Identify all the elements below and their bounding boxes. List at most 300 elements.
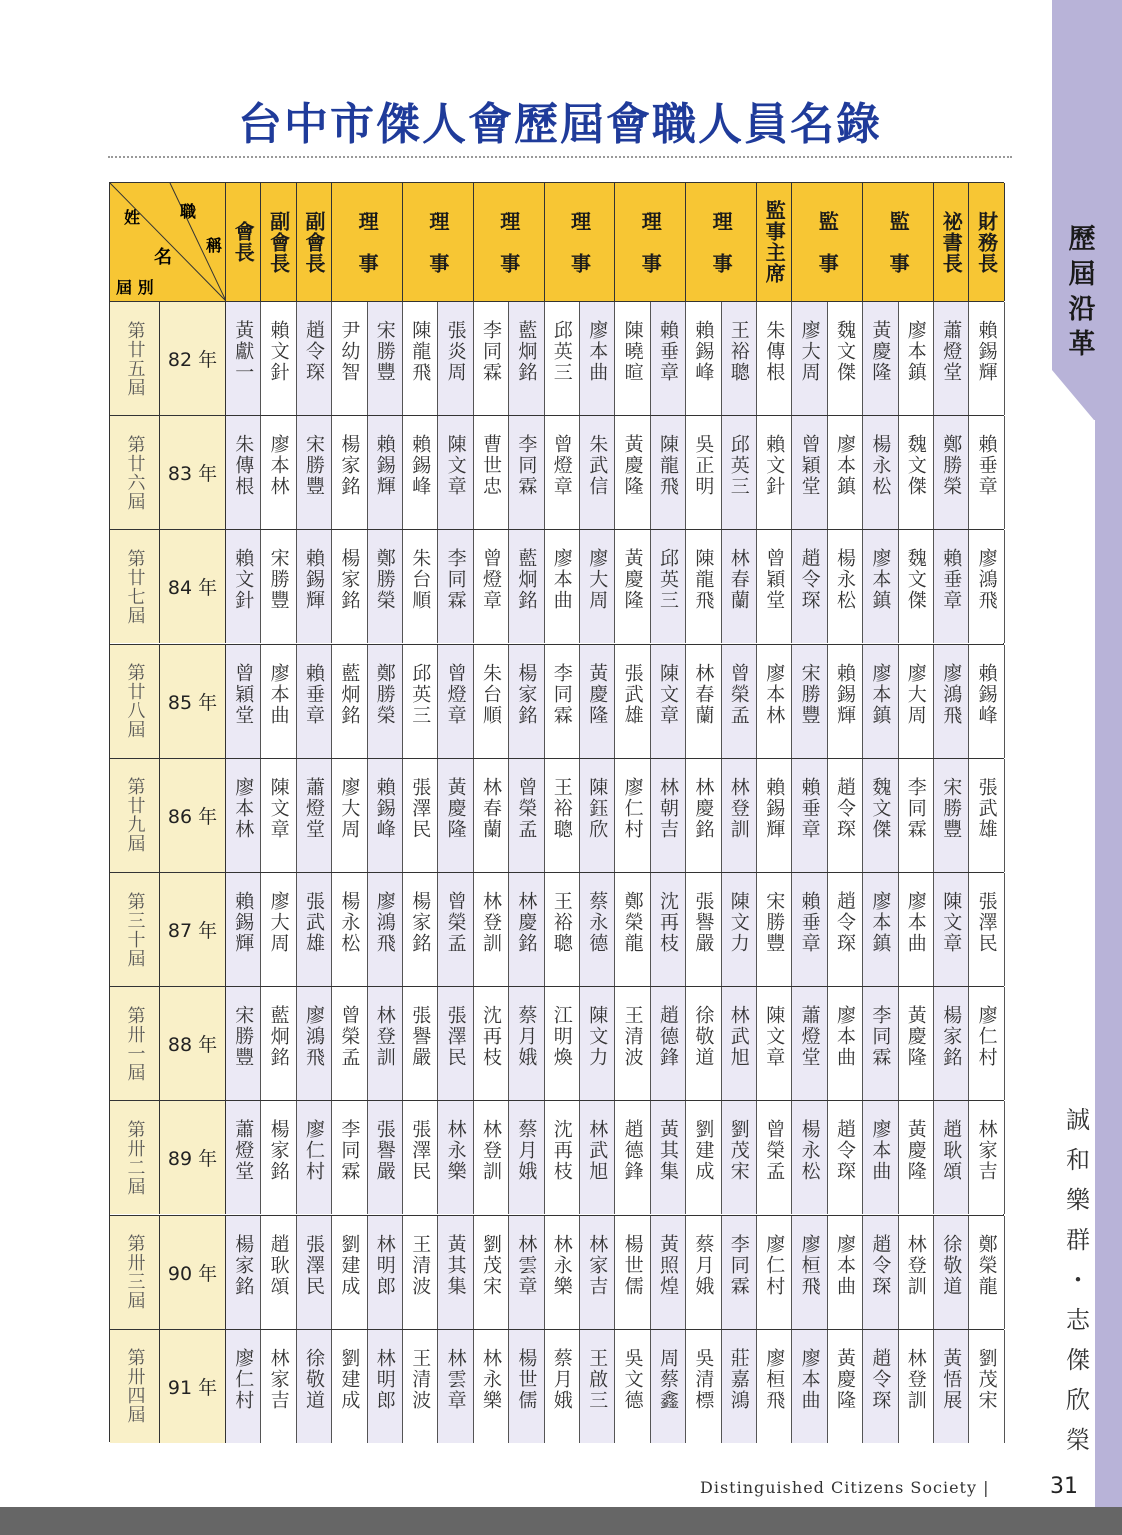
term-label: 第廿八屆 <box>124 663 146 740</box>
name-cell <box>403 645 438 758</box>
member-name: 賴錫輝 <box>373 434 396 498</box>
name-cell <box>474 302 509 415</box>
name-cell <box>580 987 615 1100</box>
name-cell <box>757 530 792 643</box>
name-cell <box>545 1101 580 1214</box>
member-name: 廖本曲 <box>833 1005 856 1069</box>
name-cell <box>226 530 261 643</box>
name-cell <box>722 873 757 986</box>
member-name: 張澤民 <box>409 776 432 840</box>
member-name: 賴錫峰 <box>409 434 432 498</box>
term-cell <box>110 302 160 415</box>
name-cell <box>438 416 473 529</box>
member-name: 廖鴻飛 <box>975 548 998 612</box>
member-name: 楊家銘 <box>267 1119 290 1183</box>
term-label: 第卅一屆 <box>124 1005 146 1082</box>
member-name: 賴垂章 <box>940 548 963 612</box>
name-cell <box>545 302 580 415</box>
member-name: 林登訓 <box>479 1119 502 1183</box>
table-row <box>110 1215 1003 1329</box>
member-name: 李同霖 <box>479 320 502 383</box>
year-cell: 89 年 <box>160 1101 226 1214</box>
member-name: 林登訓 <box>904 1233 927 1297</box>
name-cell <box>297 302 332 415</box>
name-cell <box>863 1216 898 1329</box>
name-cell <box>934 1216 969 1329</box>
name-cell <box>757 1330 792 1443</box>
term-label: 第廿九屆 <box>124 777 146 854</box>
term-cell <box>110 759 160 872</box>
name-cell <box>226 416 261 529</box>
name-cell <box>828 416 863 529</box>
name-cell <box>261 645 296 758</box>
member-name: 林家吉 <box>975 1119 998 1183</box>
member-name: 廖本鎮 <box>869 662 892 726</box>
name-cell <box>899 873 934 986</box>
name-cell <box>509 416 544 529</box>
member-name: 廖仁村 <box>232 1347 255 1411</box>
name-cell <box>332 530 367 643</box>
member-name: 黃慶隆 <box>869 320 892 383</box>
member-name: 林登訓 <box>727 776 750 840</box>
member-name: 尹幼智 <box>338 320 361 383</box>
column-header <box>545 183 616 301</box>
member-name: 邱英三 <box>656 548 679 612</box>
name-cell <box>651 645 686 758</box>
member-name: 賴錫峰 <box>692 320 715 383</box>
table-row <box>110 758 1003 872</box>
name-cell <box>509 1101 544 1214</box>
member-name: 趙令琛 <box>798 548 821 612</box>
term-cell <box>110 416 160 529</box>
name-cell <box>722 302 757 415</box>
member-name: 曾燈章 <box>444 662 467 726</box>
member-name: 王啟三 <box>586 1347 609 1411</box>
motto-char: 傑 <box>1066 1346 1090 1374</box>
name-cell <box>438 873 473 986</box>
member-name: 藍炯銘 <box>515 548 538 612</box>
member-name: 劉建成 <box>338 1347 361 1411</box>
member-name: 楊永松 <box>798 1119 821 1183</box>
member-name: 陳文章 <box>267 776 290 840</box>
name-cell <box>969 987 1004 1100</box>
name-cell <box>899 987 934 1100</box>
member-name: 林雲章 <box>515 1233 538 1297</box>
name-cell <box>757 1101 792 1214</box>
name-cell <box>332 1101 367 1214</box>
member-name: 王清波 <box>409 1233 432 1297</box>
name-cell <box>261 1101 296 1214</box>
member-name: 楊世儒 <box>621 1233 644 1297</box>
name-cell <box>403 759 438 872</box>
name-cell <box>792 645 827 758</box>
column-header <box>863 183 934 301</box>
name-cell <box>969 416 1004 529</box>
member-name: 張武雄 <box>975 776 998 840</box>
column-header-label: 副會長 <box>301 210 326 274</box>
name-cell <box>297 987 332 1100</box>
name-cell <box>261 1216 296 1329</box>
member-name: 邱英三 <box>727 434 750 498</box>
member-name: 陳文力 <box>586 1005 609 1069</box>
table-row <box>110 872 1003 986</box>
name-cell <box>297 1101 332 1214</box>
member-name: 廖本曲 <box>833 1233 856 1297</box>
member-name: 李同霖 <box>869 1005 892 1069</box>
name-cell <box>792 1330 827 1443</box>
member-name: 蕭燈堂 <box>302 776 325 840</box>
member-name: 蔡月娥 <box>515 1005 538 1069</box>
member-name: 劉茂宋 <box>479 1233 502 1297</box>
year-cell: 90 年 <box>160 1216 226 1329</box>
column-header-label: 祕書長 <box>939 210 964 274</box>
member-name: 邱英三 <box>409 662 432 726</box>
name-cell <box>580 759 615 872</box>
table-row <box>110 986 1003 1100</box>
name-cell <box>615 759 650 872</box>
member-name: 曾榮孟 <box>338 1005 361 1069</box>
name-cell <box>403 1330 438 1443</box>
member-name: 朱武信 <box>586 434 609 498</box>
member-name: 鄭勝榮 <box>373 548 396 612</box>
name-cell <box>863 530 898 643</box>
name-cell <box>828 302 863 415</box>
member-name: 吳文德 <box>621 1347 644 1411</box>
member-name: 趙耿頌 <box>940 1119 963 1183</box>
name-cell <box>438 645 473 758</box>
member-name: 林永樂 <box>444 1119 467 1183</box>
member-name: 楊家銘 <box>338 548 361 612</box>
name-cell <box>509 530 544 643</box>
term-label: 第廿七屆 <box>124 548 146 625</box>
member-name: 林春蘭 <box>479 776 502 840</box>
member-name: 林春蘭 <box>727 548 750 612</box>
name-cell <box>934 1101 969 1214</box>
column-header-label: 理 事 <box>709 210 734 274</box>
name-cell <box>792 1101 827 1214</box>
year-cell: 88 年 <box>160 987 226 1100</box>
member-name: 楊家銘 <box>232 1233 255 1297</box>
member-name: 廖本曲 <box>267 662 290 726</box>
year-cell: 91 年 <box>160 1330 226 1443</box>
name-cell <box>615 1101 650 1214</box>
title-divider <box>108 156 1012 158</box>
name-cell <box>368 759 403 872</box>
name-cell <box>651 302 686 415</box>
name-cell <box>651 416 686 529</box>
name-cell <box>792 416 827 529</box>
member-name: 黃慶隆 <box>444 776 467 840</box>
name-cell <box>226 1101 261 1214</box>
name-cell <box>368 530 403 643</box>
name-cell <box>686 302 721 415</box>
member-name: 宋勝豐 <box>232 1005 255 1069</box>
name-cell <box>615 1330 650 1443</box>
name-cell <box>757 873 792 986</box>
name-cell <box>332 1330 367 1443</box>
member-name: 賴錫輝 <box>763 776 786 840</box>
member-name: 蔡月娥 <box>692 1233 715 1297</box>
name-cell <box>438 530 473 643</box>
name-cell <box>615 873 650 986</box>
member-name: 李同霖 <box>338 1119 361 1183</box>
member-name: 林登訓 <box>479 891 502 954</box>
name-cell <box>509 759 544 872</box>
member-name: 宋勝豐 <box>798 662 821 726</box>
corner-title-label-b: 稱 <box>206 236 223 255</box>
member-name: 廖桓飛 <box>763 1347 786 1411</box>
member-name: 江明煥 <box>550 1005 573 1069</box>
name-cell <box>580 416 615 529</box>
name-cell <box>226 987 261 1100</box>
name-cell <box>474 987 509 1100</box>
column-header <box>615 183 686 301</box>
member-name: 黃慶隆 <box>621 548 644 612</box>
member-name: 林朝吉 <box>656 776 679 840</box>
member-name: 廖本林 <box>267 434 290 498</box>
member-name: 黃其集 <box>444 1233 467 1297</box>
member-name: 劉建成 <box>338 1233 361 1297</box>
corner-header-cell <box>110 183 226 301</box>
name-cell <box>438 1101 473 1214</box>
table-row <box>110 644 1003 758</box>
column-header <box>226 183 261 301</box>
name-cell <box>792 987 827 1100</box>
member-name: 楊永松 <box>833 548 856 612</box>
member-name: 陳龍飛 <box>409 320 432 383</box>
member-name: 黃悟展 <box>940 1347 963 1411</box>
member-name: 沈再枝 <box>550 1119 573 1183</box>
column-header <box>332 183 403 301</box>
name-cell <box>332 1216 367 1329</box>
motto-char: 和 <box>1066 1146 1090 1174</box>
year-cell: 85 年 <box>160 645 226 758</box>
term-cell <box>110 1101 160 1214</box>
member-name: 莊嘉鴻 <box>727 1347 750 1411</box>
member-name: 楊家銘 <box>409 891 432 954</box>
name-cell <box>792 759 827 872</box>
member-name: 賴錫輝 <box>302 548 325 612</box>
name-cell <box>403 530 438 643</box>
member-name: 賴錫峰 <box>975 662 998 726</box>
name-cell <box>934 759 969 872</box>
member-name: 李同霖 <box>444 548 467 612</box>
name-cell <box>934 302 969 415</box>
member-name: 廖本曲 <box>550 548 573 612</box>
name-cell <box>757 302 792 415</box>
name-cell <box>686 1216 721 1329</box>
motto-char: 志 <box>1066 1306 1090 1334</box>
member-name: 賴錫輝 <box>833 662 856 726</box>
name-cell <box>722 1330 757 1443</box>
name-cell <box>474 1330 509 1443</box>
member-name: 趙令琛 <box>833 1119 856 1183</box>
name-cell <box>863 302 898 415</box>
term-cell <box>110 1216 160 1329</box>
member-name: 楊家銘 <box>515 662 538 726</box>
name-cell <box>368 645 403 758</box>
member-name: 蕭燈堂 <box>940 320 963 383</box>
member-name: 張譽嚴 <box>692 891 715 954</box>
name-cell <box>438 987 473 1100</box>
member-name: 廖大周 <box>798 320 821 383</box>
member-name: 蔡月娥 <box>550 1347 573 1411</box>
member-name: 朱台順 <box>479 662 502 726</box>
member-name: 陳文章 <box>656 662 679 726</box>
name-cell <box>899 416 934 529</box>
term-label: 第廿六屆 <box>124 434 146 511</box>
name-cell <box>261 1330 296 1443</box>
member-name: 廖本林 <box>232 776 255 840</box>
name-cell <box>792 302 827 415</box>
name-cell <box>969 302 1004 415</box>
member-name: 趙令琛 <box>869 1347 892 1411</box>
name-cell <box>969 645 1004 758</box>
member-name: 曾榮孟 <box>727 662 750 726</box>
name-cell <box>261 416 296 529</box>
term-cell <box>110 1330 160 1443</box>
name-cell <box>651 759 686 872</box>
name-cell <box>686 645 721 758</box>
name-cell <box>332 759 367 872</box>
name-cell <box>651 1101 686 1214</box>
member-name: 魏文傑 <box>869 776 892 840</box>
name-cell <box>863 873 898 986</box>
name-cell <box>509 1216 544 1329</box>
member-name: 宋勝豐 <box>302 434 325 498</box>
column-header-label: 監 事 <box>886 210 911 274</box>
member-name: 宋勝豐 <box>763 891 786 954</box>
name-cell <box>261 759 296 872</box>
member-name: 陳文力 <box>727 891 750 954</box>
name-cell <box>580 1330 615 1443</box>
name-cell <box>757 416 792 529</box>
member-name: 魏文傑 <box>904 434 927 498</box>
member-name: 蔡永德 <box>586 891 609 954</box>
name-cell <box>332 302 367 415</box>
member-name: 陳龍飛 <box>656 434 679 498</box>
motto-char: 欣 <box>1066 1386 1090 1414</box>
name-cell <box>651 530 686 643</box>
member-name: 賴垂章 <box>975 434 998 498</box>
name-cell <box>828 1330 863 1443</box>
name-cell <box>474 645 509 758</box>
name-cell <box>226 873 261 986</box>
member-name: 朱傳根 <box>232 434 255 498</box>
member-name: 鄭勝榮 <box>373 662 396 726</box>
name-cell <box>615 416 650 529</box>
member-name: 曹世忠 <box>479 434 502 498</box>
member-name: 蕭燈堂 <box>798 1005 821 1069</box>
member-name: 趙令琛 <box>302 320 325 383</box>
name-cell <box>368 987 403 1100</box>
motto-char: 樂 <box>1066 1186 1090 1214</box>
table-row <box>110 1100 1003 1214</box>
column-header-label: 副會長 <box>266 210 291 274</box>
member-name: 吳正明 <box>692 434 715 498</box>
member-name: 黃慶隆 <box>904 1005 927 1069</box>
name-cell <box>403 416 438 529</box>
name-cell <box>969 1330 1004 1443</box>
name-cell <box>686 759 721 872</box>
year-cell: 87 年 <box>160 873 226 986</box>
column-header-label: 理 事 <box>355 210 380 274</box>
member-name: 蔡月娥 <box>515 1119 538 1183</box>
name-cell <box>403 1101 438 1214</box>
member-name: 曾燈章 <box>479 548 502 612</box>
member-name: 曾穎堂 <box>763 548 786 612</box>
member-name: 林明郎 <box>373 1347 396 1411</box>
term-cell <box>110 530 160 643</box>
member-name: 廖本曲 <box>798 1347 821 1411</box>
column-header <box>474 183 545 301</box>
name-cell <box>332 416 367 529</box>
name-cell <box>261 530 296 643</box>
name-cell <box>722 987 757 1100</box>
column-header-label: 監 事 <box>815 210 840 274</box>
term-label: 第卅四屆 <box>124 1348 146 1425</box>
footer-society-name: Distinguished Citizens Society | <box>700 1478 990 1497</box>
member-name: 張武雄 <box>621 662 644 726</box>
member-name: 林家吉 <box>267 1347 290 1411</box>
member-name: 曾榮孟 <box>515 776 538 840</box>
member-name: 廖鴻飛 <box>940 662 963 726</box>
member-name: 朱台順 <box>409 548 432 612</box>
name-cell <box>297 416 332 529</box>
member-name: 魏文傑 <box>904 548 927 612</box>
member-name: 賴文針 <box>267 320 290 383</box>
name-cell <box>757 1216 792 1329</box>
member-name: 楊永松 <box>338 891 361 954</box>
member-name: 林永樂 <box>479 1347 502 1411</box>
name-cell <box>686 987 721 1100</box>
member-name: 廖鴻飛 <box>373 891 396 954</box>
name-cell <box>438 302 473 415</box>
member-name: 張澤民 <box>975 891 998 954</box>
member-name: 李同霖 <box>515 434 538 498</box>
member-name: 林登訓 <box>904 1347 927 1411</box>
name-cell <box>580 1101 615 1214</box>
name-cell <box>969 873 1004 986</box>
column-header <box>969 183 1004 301</box>
member-name: 楊永松 <box>869 434 892 498</box>
name-cell <box>722 645 757 758</box>
name-cell <box>899 759 934 872</box>
member-name: 陳文章 <box>940 891 963 954</box>
column-header-label: 理 事 <box>638 210 663 274</box>
member-name: 賴錫輝 <box>232 891 255 954</box>
member-name: 廖仁村 <box>621 776 644 840</box>
member-name: 楊世儒 <box>515 1347 538 1411</box>
member-name: 賴文針 <box>763 434 786 498</box>
member-name: 賴錫峰 <box>373 776 396 840</box>
name-cell <box>686 873 721 986</box>
name-cell <box>438 1330 473 1443</box>
name-cell <box>969 759 1004 872</box>
member-name: 沈再枝 <box>479 1005 502 1069</box>
term-label: 第廿五屆 <box>124 320 146 397</box>
name-cell <box>545 1330 580 1443</box>
member-name: 陳曉暄 <box>621 320 644 383</box>
member-name: 廖本鎮 <box>869 891 892 954</box>
member-name: 林慶銘 <box>515 891 538 954</box>
member-name: 賴垂章 <box>798 776 821 840</box>
member-name: 陳龍飛 <box>692 548 715 612</box>
name-cell <box>686 1101 721 1214</box>
member-name: 楊家銘 <box>338 434 361 498</box>
corner-name-label: 名 <box>154 247 172 268</box>
column-header <box>792 183 863 301</box>
